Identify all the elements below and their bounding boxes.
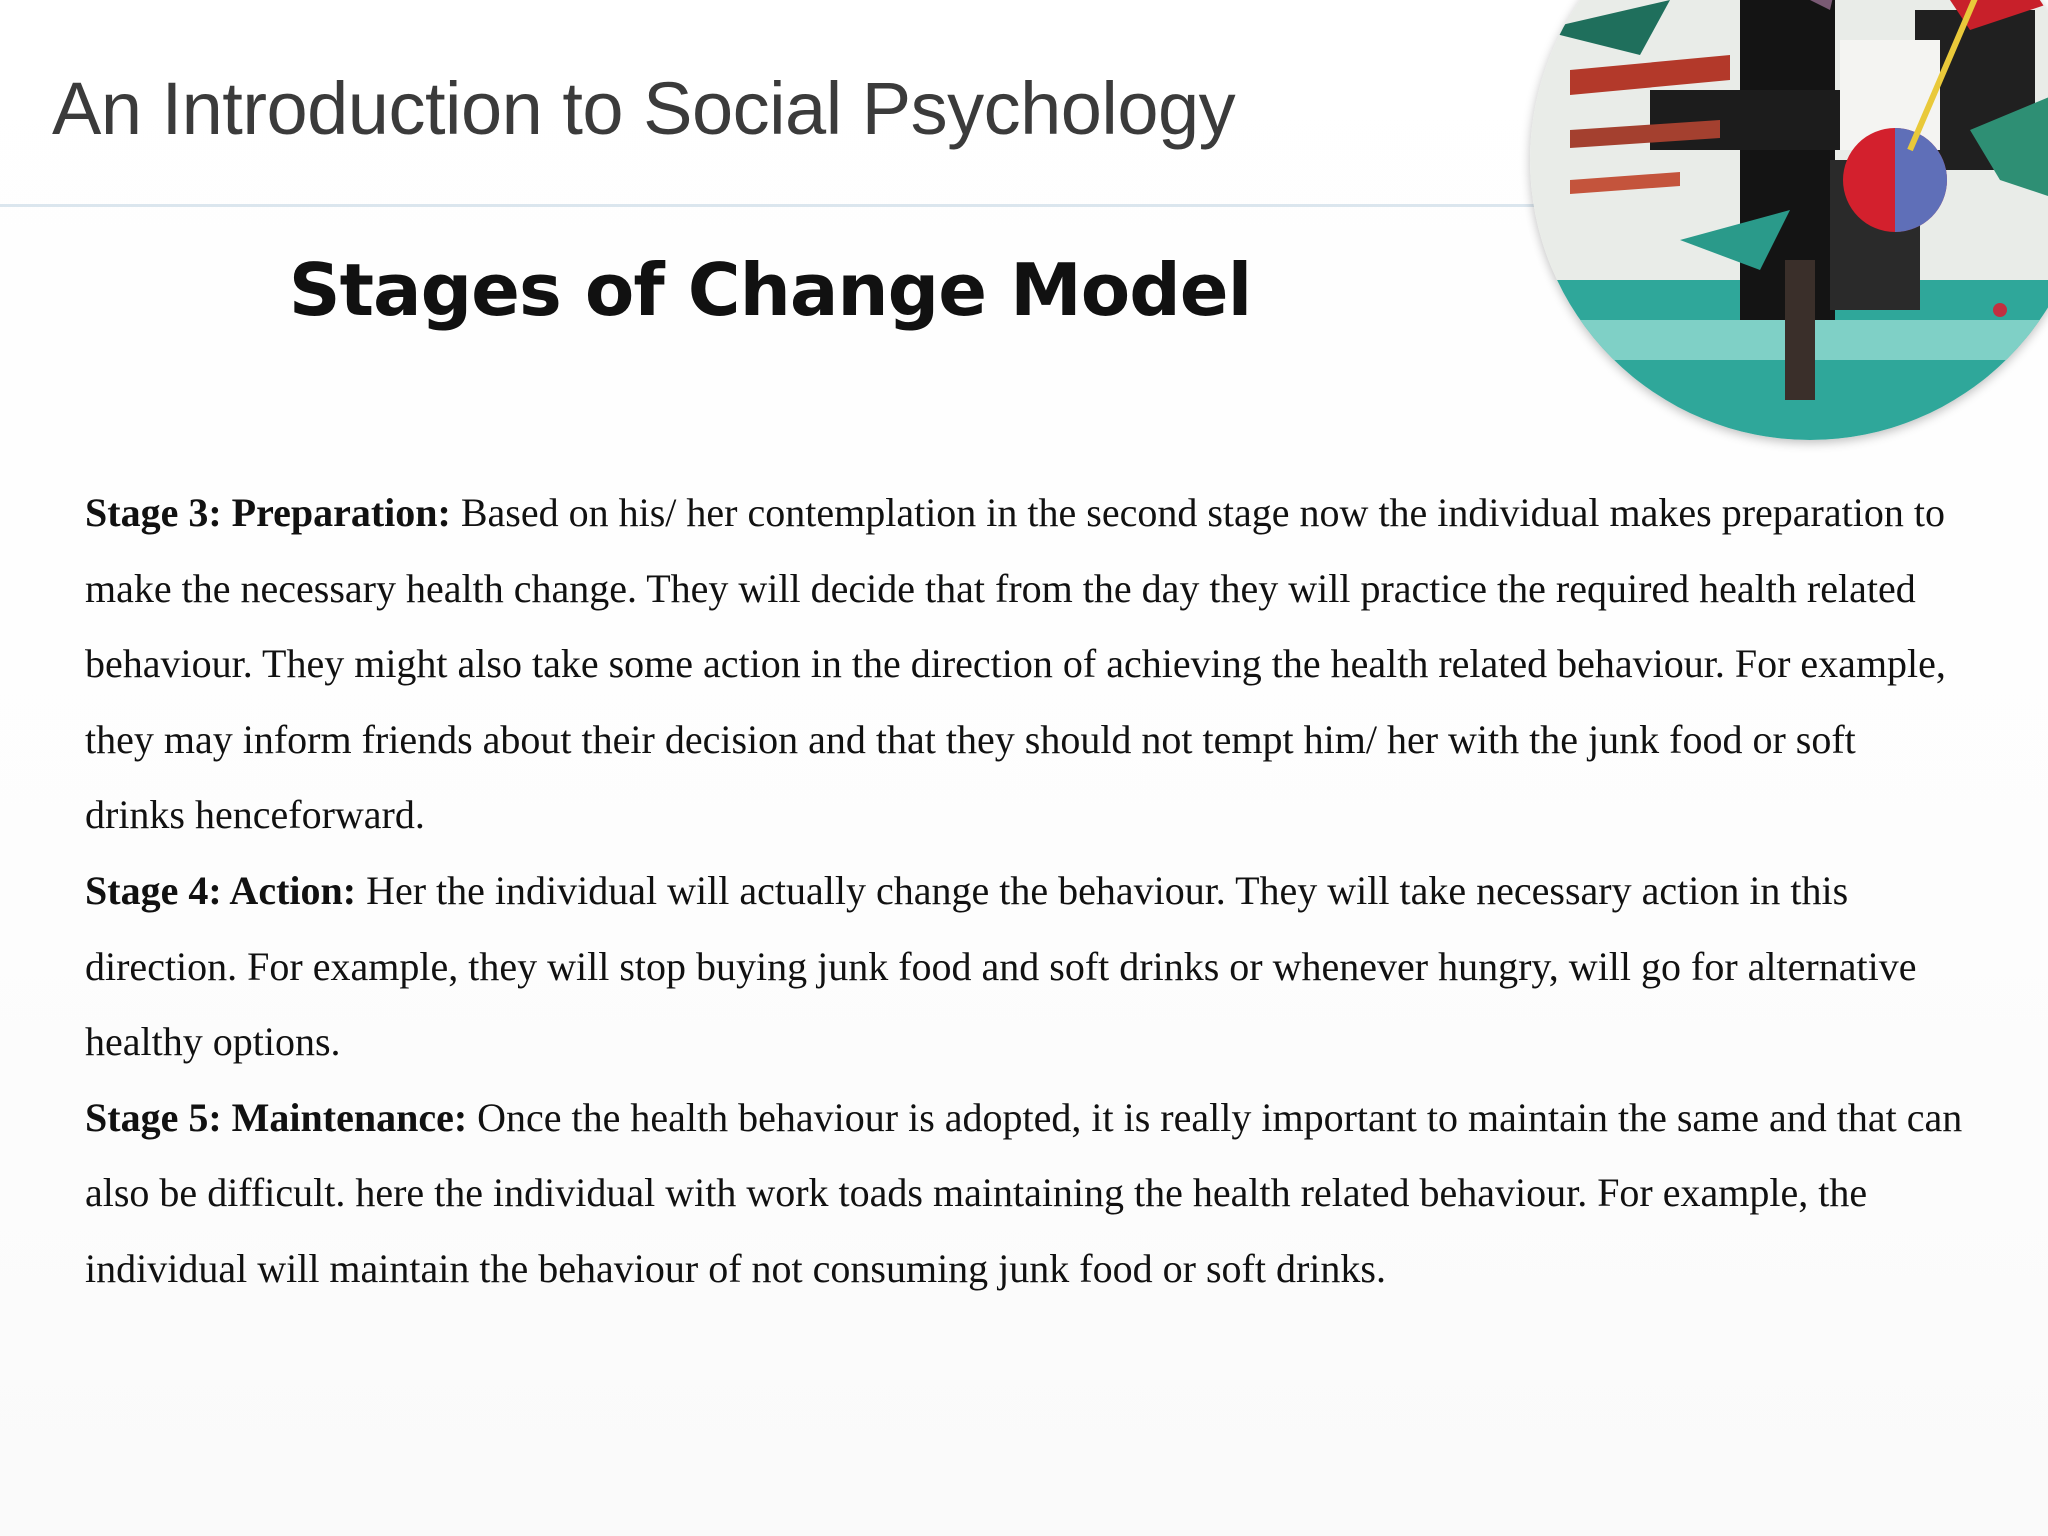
course-title: An Introduction to Social Psychology — [52, 67, 1236, 150]
stage-5-paragraph — [85, 1080, 1965, 1307]
abstract-painting-image — [1530, 0, 2048, 440]
slide-body — [85, 475, 1965, 1307]
stage-5-label: Stage 5: Maintenance: — [85, 1094, 468, 1140]
stage-3-text: Based on his/ her contemplation in the second stage now the individual makes preparation to make the necessary health change. They will decide that from the day they will practice the required health related behaviour. They might also take some action in the direction of achieving the health related behaviour. For example, they may inform friends about their decision and that they should not tempt him/ her with the junk food or soft drinks henceforward. — [85, 490, 1946, 838]
slide-title: Stages of Change Model — [288, 248, 1252, 332]
stage-5-text: Once the health behaviour is adopted, it is really important to maintain the same and that can also be difficult. here the individual with work toads maintaining the health related behaviour. For example, the individual will maintain the behaviour of not consuming junk food or soft drinks. — [85, 1094, 1963, 1291]
header-divider — [0, 204, 1580, 207]
stage-3-label: Stage 3: Preparation: — [85, 490, 451, 535]
stage-3-paragraph — [85, 475, 1965, 853]
stage-4-paragraph — [85, 853, 1965, 1080]
stage-4-text: Her the individual will actually change the behaviour. They will take necessary action in this direction. For example, they will stop buying junk food and soft drinks or whenever hungry, will go for alternative healthy options. — [85, 867, 1917, 1065]
stage-4-label: Stage 4: Action: — [85, 867, 357, 913]
